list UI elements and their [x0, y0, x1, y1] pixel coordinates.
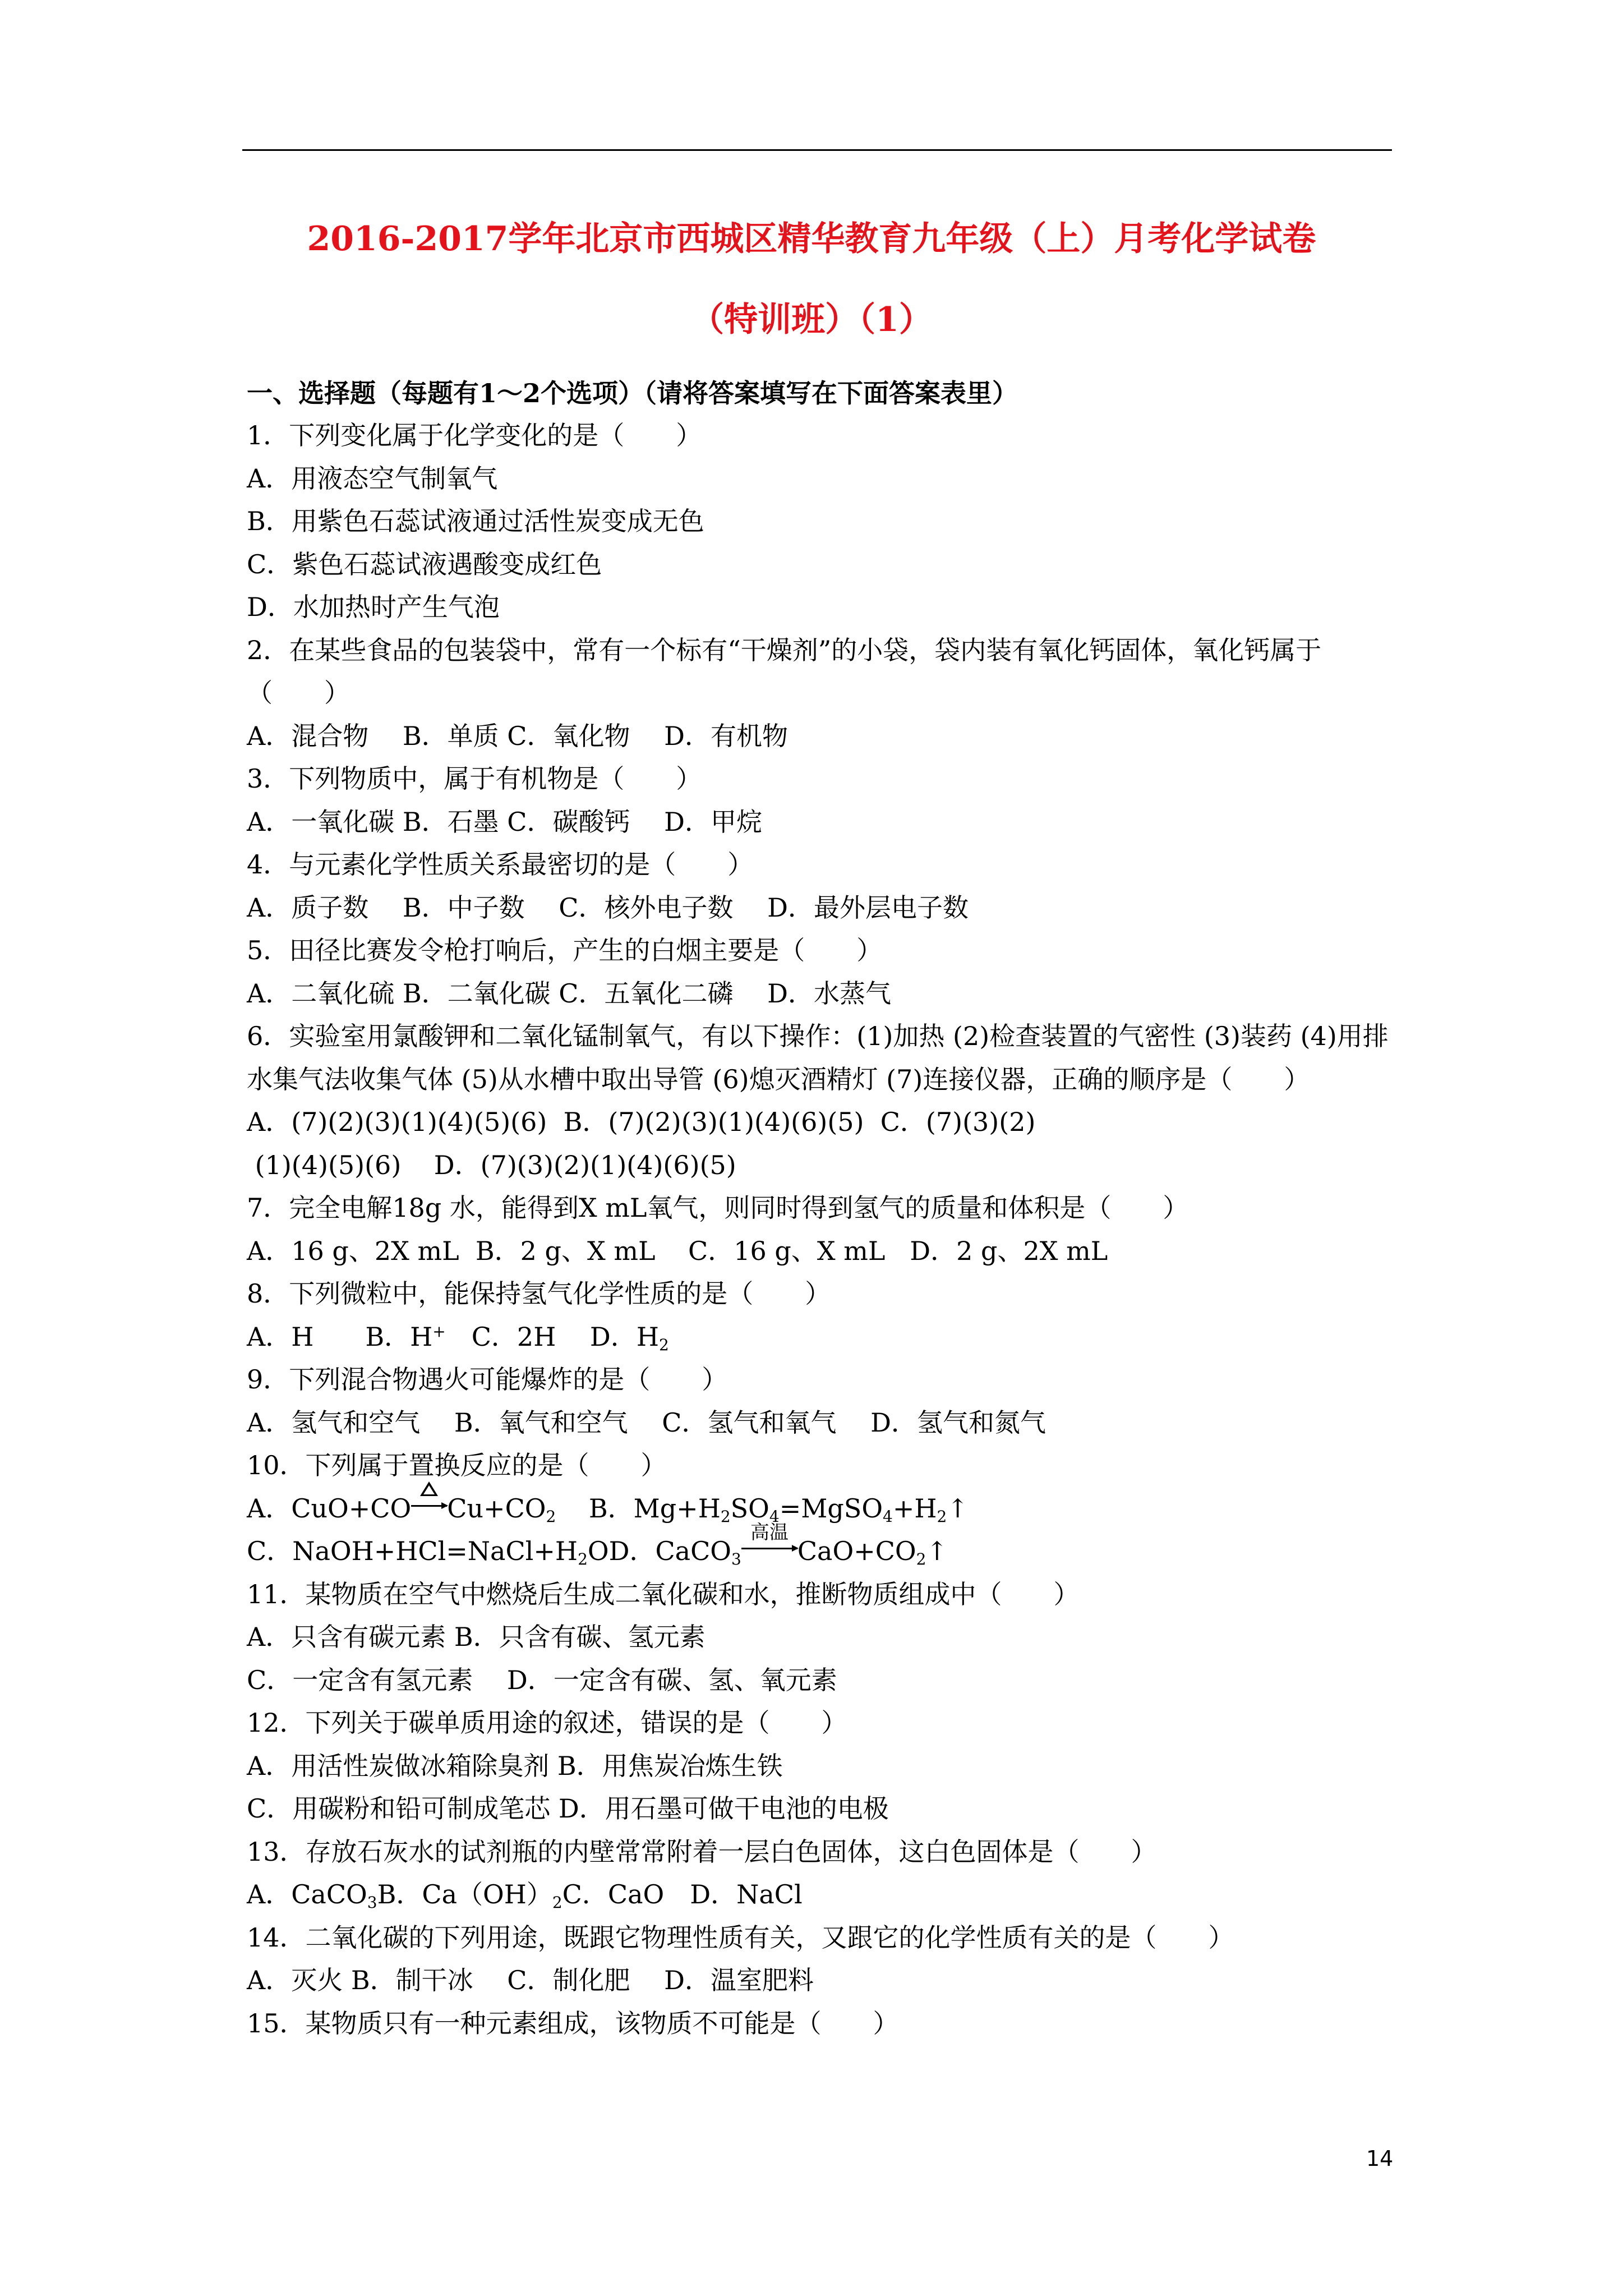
question-8-options — [247, 1315, 1396, 1359]
question-2-stem: 2．在某些食品的包装袋中，常有一个标有“干燥剂”的小袋，袋内装有氧化钙固体，氧化钙属于（ ） — [247, 634, 1322, 708]
question-10-options-ab — [247, 1487, 1396, 1530]
question-10-options-cd — [247, 1521, 1396, 1573]
exam-title-line-1: 2016-2017学年北京市西城区精华教育九年级（上）月考化学试卷 — [307, 219, 1316, 259]
question-9-options: A．氢气和空气 B．氧气和空气 C．氢气和氧气 D．氢气和氮气 — [247, 1407, 1046, 1438]
question-14-options: A．灭火 B．制干冰 C．制化肥 D．温室肥料 — [247, 1965, 814, 1995]
equation-b-part: +H — [892, 1493, 937, 1524]
equation-d-left: D．CaCO — [608, 1536, 732, 1566]
equation-d-right: CaO+CO — [797, 1536, 916, 1566]
header-rule — [242, 149, 1392, 151]
condition-label: 高温 — [750, 1521, 789, 1544]
question-6-options-line-1: A．(7)(2)(3)(1)(4)(5)(6) B．(7)(2)(3)(1)(4)(6)(5) C．(7)(3)(2) — [247, 1107, 1036, 1137]
exam-title-line-2: （特训班）（1） — [690, 300, 933, 339]
option-b: B．Ca（OH） — [377, 1879, 552, 1910]
question-11-options-cd: C．一定含有氢元素 D．一定含有碳、氢、氧元素 — [247, 1664, 837, 1695]
question-11-options-ab: A．只含有碳元素 B．只含有碳、氢元素 — [247, 1622, 706, 1652]
heat-condition-arrow — [411, 1493, 447, 1515]
equation-a-left: A．CuO+CO — [247, 1493, 412, 1524]
question-8-stem: 8．下列微粒中，能保持氢气化学性质的是（ ） — [247, 1278, 831, 1309]
equation-b-part: =MgSO — [779, 1493, 883, 1524]
subscript: 2 — [578, 1550, 588, 1568]
subscript: 3 — [731, 1550, 741, 1568]
equation-c-part: O — [587, 1536, 609, 1566]
question-1-option-b: B．用紫色石蕊试液通过活性炭变成无色 — [247, 506, 704, 536]
subscript: 4 — [883, 1507, 893, 1526]
equation-b-part: SO — [730, 1493, 769, 1524]
question-5-options: A．二氧化硫 B．二氧化碳 C．五氧化二磷 D．水蒸气 — [247, 978, 891, 1009]
question-3-options: A．一氧化碳 B．石墨 C．碳酸钙 D．甲烷 — [247, 806, 762, 837]
subscript: 2 — [546, 1507, 556, 1526]
question-8-option-ab: A．H B．H — [247, 1321, 433, 1352]
question-15-stem: 15．某物质只有一种元素组成，该物质不可能是（ ） — [247, 2008, 899, 2039]
subscript: 4 — [769, 1507, 780, 1526]
equation-a-right: Cu+CO — [447, 1493, 546, 1524]
question-7-stem: 7．完全电解18g 水，能得到X mL氧气，则同时得到氢气的质量和体积是（ ） — [247, 1193, 1189, 1223]
question-13-stem: 13．存放石灰水的试剂瓶的内壁常常附着一层白色固体，这白色固体是（ ） — [247, 1836, 1157, 1867]
page-number: 14 — [1366, 2146, 1394, 2171]
question-12-options-ab: A．用活性炭做冰箱除臭剂 B．用焦炭冶炼生铁 — [247, 1750, 783, 1781]
subscript: 2 — [937, 1507, 947, 1526]
question-1-option-a: A．用液态空气制氧气 — [247, 463, 498, 494]
question-11-stem: 11．某物质在空气中燃烧后生成二氧化碳和水，推断物质组成中（ ） — [247, 1579, 1080, 1609]
equation-b: B．Mg+H — [556, 1493, 721, 1524]
superscript: + — [432, 1322, 446, 1341]
equation-c: C．NaOH+HCl=NaCl+H — [247, 1536, 578, 1566]
question-2-options: A．混合物 B．单质 C．氧化物 D．有机物 — [247, 720, 788, 751]
option-cd: C．CaO D．NaCl — [562, 1879, 803, 1910]
question-4-options: A．质子数 B．中子数 C．核外电子数 D．最外层电子数 — [247, 892, 969, 923]
subscript: 2 — [552, 1893, 562, 1912]
subscript: 3 — [367, 1893, 377, 1912]
subscript: 2 — [916, 1550, 926, 1568]
question-5-stem: 5．田径比赛发令枪打响后，产生的白烟主要是（ ） — [247, 935, 883, 965]
question-7-options: A．16 g、2X mL B．2 g、X mL C．16 g、X mL D．2 g、2X mL — [247, 1235, 1108, 1266]
exam-content — [247, 372, 1396, 2045]
question-6-options-line-2: (1)(4)(5)(6) D．(7)(3)(2)(1)(4)(6)(5) — [247, 1149, 736, 1180]
question-12-options-cd: C．用碳粉和铅可制成笔芯 D．用石墨可做干电池的电极 — [247, 1793, 889, 1824]
heat-triangle-icon — [420, 1481, 438, 1496]
subscript: 2 — [720, 1507, 731, 1526]
question-3-stem: 3．下列物质中，属于有机物是（ ） — [247, 763, 702, 794]
subscript: 2 — [658, 1335, 669, 1354]
question-8-option-cd: C．2H D．H — [445, 1321, 659, 1352]
question-1-stem: 1．下列变化属于化学变化的是（ ） — [247, 420, 702, 450]
question-1-option-c: C．紫色石蕊试液遇酸变成红色 — [247, 549, 602, 579]
section-heading: 一、选择题（每题有1～2个选项）（请将答案填写在下面答案表里） — [247, 378, 1018, 408]
gas-arrow-icon: ↑ — [926, 1536, 948, 1566]
question-1-option-d: D．水加热时产生气泡 — [247, 592, 500, 622]
question-4-stem: 4．与元素化学性质关系最密切的是（ ） — [247, 849, 754, 880]
question-14-stem: 14．二氧化碳的下列用途，既跟它物理性质有关，又跟它的化学性质有关的是（ ） — [247, 1922, 1234, 1953]
option-a: A．CaCO — [247, 1879, 367, 1910]
question-9-stem: 9．下列混合物遇火可能爆炸的是（ ） — [247, 1364, 728, 1395]
question-13-options — [247, 1873, 1396, 1916]
gas-arrow-icon: ↑ — [947, 1493, 969, 1524]
high-temperature-arrow — [741, 1521, 797, 1558]
question-6-stem: 6．实验室用氯酸钾和二氧化锰制氧气，有以下操作：(1)加热 (2)检查装置的气密性 (3)装药 (4)用排水集气法收集气体 (5)从水槽中取出导管 (6)熄灭酒精灯 (7)连接仪器，正确的顺序是（ ） — [247, 1021, 1389, 1094]
question-10-stem: 10．下列属于置换反应的是（ ） — [247, 1450, 667, 1480]
question-12-stem: 12．下列关于碳单质用途的叙述，错误的是（ ） — [247, 1708, 847, 1738]
